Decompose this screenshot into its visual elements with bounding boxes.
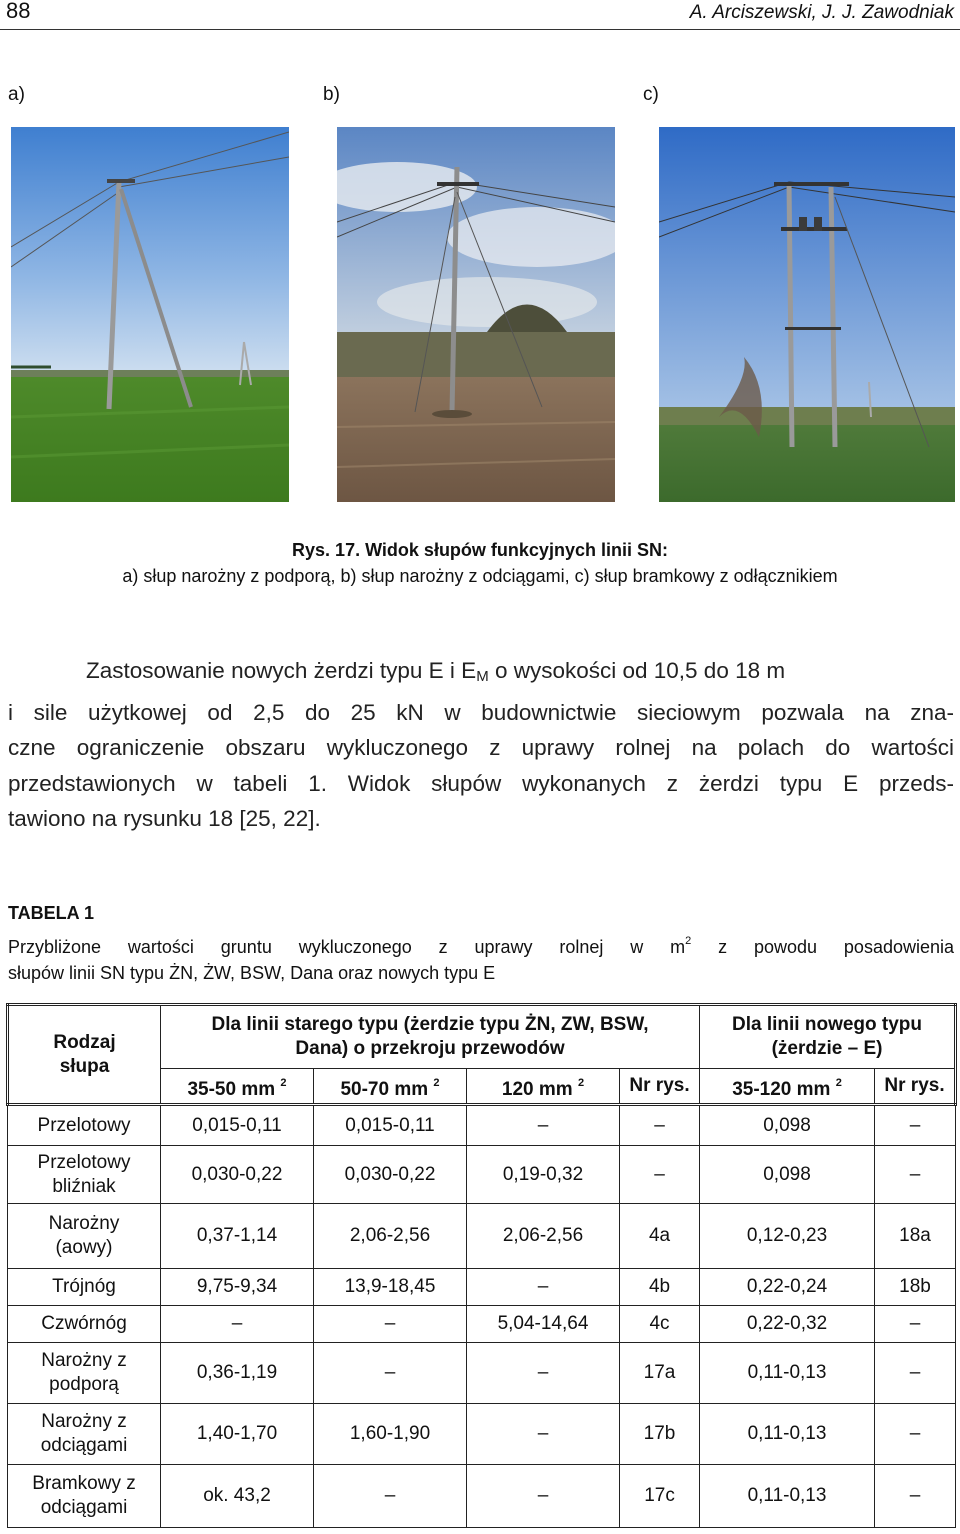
cell: 0,22-0,24 [700,1269,875,1306]
cell: 17b [620,1404,700,1465]
row-type: Czwórnóg [8,1306,161,1343]
cell: 0,36-1,19 [161,1343,314,1404]
cell: – [467,1105,620,1146]
cell: 0,015-0,11 [314,1105,467,1146]
figure-caption-title [0,540,960,561]
row-type: Trójnóg [8,1269,161,1306]
cell: 0,12-0,23 [700,1204,875,1269]
cell: 0,015-0,11 [161,1105,314,1146]
cell: 17c [620,1465,700,1528]
row-type: Narożny z odciągami [8,1404,161,1465]
cell: – [467,1269,620,1306]
row-type: Bramkowy z odciągami [8,1465,161,1528]
table-row [8,1404,956,1465]
page-header [0,0,960,32]
header-col-120: 120 mm $^2$ [467,1069,620,1105]
cell: – [875,1343,956,1404]
paragraph-line-3: czne ograniczenie obszaru wykluczonego z uprawy rolnej na polach do wartości [8,735,954,760]
table-row [8,1306,956,1343]
cell: 18b [875,1269,956,1306]
page-number: 88 [6,0,31,23]
cell: 9,75-9,34 [161,1269,314,1306]
row-type: Przelotowy [8,1105,161,1146]
cell: 0,19-0,32 [467,1146,620,1204]
header-new-line-group: Dla linii nowego typu (żerdzie – E) [700,1005,956,1069]
paragraph-line-5: tawiono na rysunku 18 [25, 22]. [8,806,321,831]
photo-a-corner-pole-with-support [11,127,289,502]
cell: 4b [620,1269,700,1306]
table-row [8,1465,956,1528]
cell: – [875,1105,956,1146]
cell: – [314,1343,467,1404]
table-description [8,928,954,986]
body-paragraph [8,653,954,837]
panel-label-b: b) [323,84,340,105]
header-rule [0,29,960,30]
cell: 0,11-0,13 [700,1465,875,1528]
figure-caption-label: Rys. 17. [292,540,361,560]
cell: 17a [620,1343,700,1404]
cell: 2,06-2,56 [314,1204,467,1269]
cell: – [620,1146,700,1204]
header-col-fig-old: Nr rys. [620,1069,700,1105]
cell: – [875,1465,956,1528]
photo-b-corner-pole-with-guys [337,127,615,502]
panel-label-c: c) [643,84,659,105]
paragraph-line-2: i sile użytkowej od 2,5 do 25 kN w budownictwie sieciowym pozwala na zna- [8,699,954,725]
cell: 0,11-0,13 [700,1343,875,1404]
cell: – [467,1343,620,1404]
table-row [8,1343,956,1404]
row-type: Narożny z podporą [8,1343,161,1404]
cell: 1,60-1,90 [314,1404,467,1465]
running-head-authors: A. Arciszewski, J. J. Zawodniak [689,2,954,23]
panel-label-a: a) [8,84,25,105]
cell: – [467,1404,620,1465]
cell: 18a [875,1204,956,1269]
table-header [8,1005,956,1105]
paragraph-line-4: przedstawionych w tabeli 1. Widok słupów wykonanych z żerdzi typu E przeds- [8,770,954,796]
cell: 5,04-14,64 [467,1306,620,1343]
data-table [6,1003,957,1528]
row-type: Przelotowy bliźniak [8,1146,161,1204]
header-old-line-group: Dla linii starego typu (żerdzie typu ŻN, ZW, BSW, Dana) o przekroju przewodów [161,1005,700,1069]
cell: – [875,1306,956,1343]
cell: – [314,1306,467,1343]
table-description-line-2: słupów linii SN typu ŻN, ŻW, BSW, Dana oraz nowych typu E [8,963,496,983]
cell: 13,9-18,45 [314,1269,467,1306]
row-type: Narożny (aowy) [8,1204,161,1269]
photo-c-gantry-pole-with-disconnector [659,127,955,502]
cell: 4c [620,1306,700,1343]
cell: – [875,1146,956,1204]
cell: – [875,1404,956,1465]
header-col-50-70: 50-70 mm $^2$ [314,1069,467,1105]
cell: 1,40-1,70 [161,1404,314,1465]
cell: – [314,1465,467,1528]
table-row [8,1204,956,1269]
table-body [8,1105,956,1528]
header-col-fig-new: Nr rys. [875,1069,956,1105]
paragraph-line-1: Zastosowanie nowych żerdzi typu E i $E_M$ o wysokości od 10,5 do 18 m [86,658,786,685]
header-col-35-120: 35-120 mm $^2$ [700,1069,875,1105]
cell: 0,098 [700,1146,875,1204]
cell: 0,030-0,22 [314,1146,467,1204]
cell: 2,06-2,56 [467,1204,620,1269]
cell: ok. 43,2 [161,1465,314,1528]
cell: – [620,1105,700,1146]
cell: 0,22-0,32 [700,1306,875,1343]
cell: 0,098 [700,1105,875,1146]
table-row [8,1146,956,1204]
cell: – [161,1306,314,1343]
table-title: TABELA 1 [8,903,95,923]
cell: 0,030-0,22 [161,1146,314,1204]
figure-caption-description: a) słup narożny z podporą, b) słup narożny z odciągami, c) słup bramkowy z odłącznikiem [122,566,838,586]
figure-caption-title-text: Widok słupów funkcyjnych linii SN: [365,540,668,560]
table-description-line-1: Przybliżone wartości gruntu wykluczonego z uprawy rolnej w $m^2$ z powodu posadowienia [8,935,954,957]
cell: – [467,1465,620,1528]
header-type-column: Rodzaj słupa [8,1005,161,1105]
cell: 0,11-0,13 [700,1404,875,1465]
table-row [8,1105,956,1146]
cell: 4a [620,1204,700,1269]
header-col-35-50: 35-50 mm $^2$ [161,1069,314,1105]
table-row [8,1269,956,1306]
cell: 0,37-1,14 [161,1204,314,1269]
